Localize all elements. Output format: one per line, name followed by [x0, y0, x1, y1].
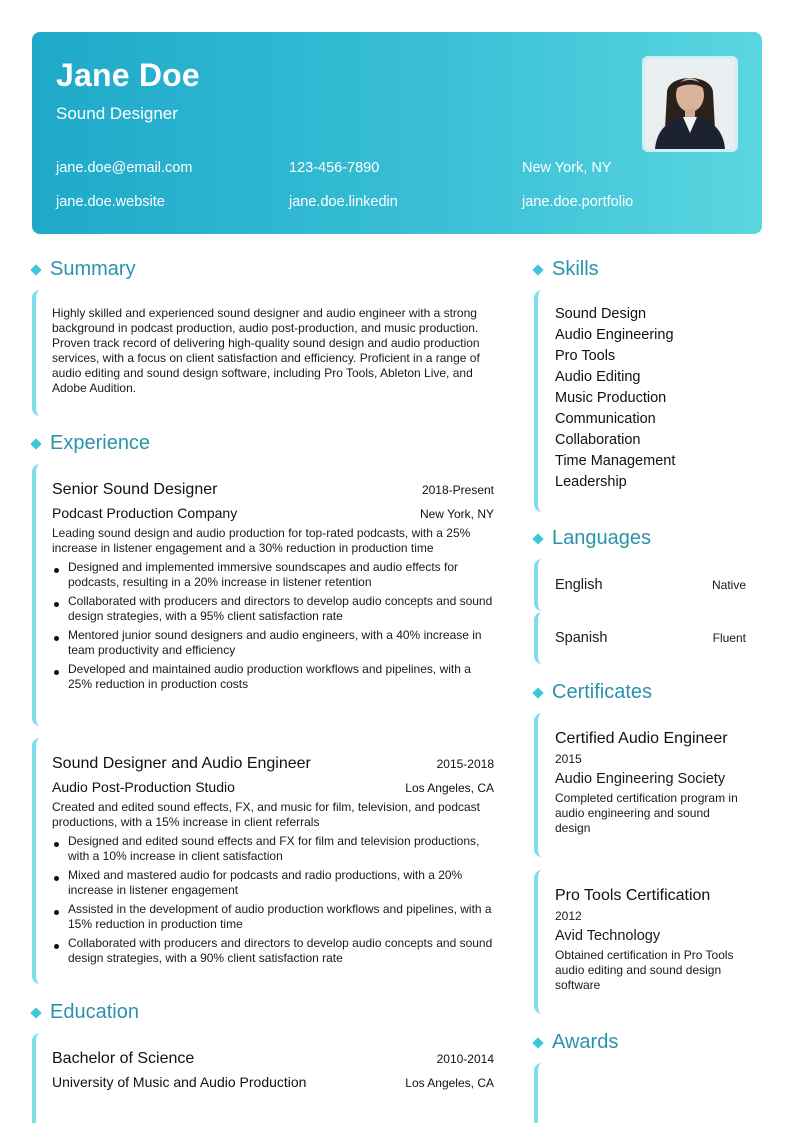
language-name: English — [555, 577, 603, 593]
resume-header — [32, 32, 762, 234]
skill-item: Collaboration — [555, 432, 641, 448]
skill-item: Music Production — [555, 390, 667, 406]
language-level: Fluent — [712, 631, 746, 645]
job-bullets — [52, 560, 494, 692]
list-item: Collaborated with producers and directors to develop audio concepts and sound design strategies, with a 95% client satisfaction rate — [52, 594, 494, 624]
language-level: Native — [711, 578, 746, 592]
language-item — [534, 612, 750, 664]
skill-item: Sound Design — [555, 306, 647, 322]
website-link[interactable]: jane.doe.website — [56, 194, 165, 210]
summary-text: Highly skilled and experienced sound designer and audio engineer with a strong background in podcast production, audio post-production, and music production. Proven track record of delivering high-quality sound design and audio production services, with a focus on client satisfaction and efficiency. Proficient in a range of audio editing and sound design software, including Pro Tools, Ableton Live, and Adobe Audition. — [52, 306, 480, 395]
skill-item: Audio Editing — [555, 369, 641, 385]
skills-block — [534, 290, 762, 512]
skill-item: Time Management — [555, 453, 676, 469]
awards-heading-text: Awards — [552, 1031, 619, 1053]
diamond-icon — [532, 533, 543, 544]
certificate-description: Obtained certification in Pro Tools audio editing and sound design software — [555, 948, 734, 992]
email-link[interactable]: jane.doe@email.com — [56, 160, 193, 176]
education-block — [32, 1033, 498, 1123]
summary-heading-text: Summary — [50, 258, 136, 280]
job-description: Leading sound design and audio production for top-rated podcasts, with a 25% increase in listener engagement and a 30% reduction in production time — [52, 526, 471, 555]
skill-item: Audio Engineering — [555, 327, 674, 343]
awards-block — [534, 1063, 750, 1123]
education-heading-text: Education — [50, 1001, 139, 1023]
list-item: Assisted in the development of audio production workflows and pipelines, with a 15% reduction in production time — [52, 902, 494, 932]
job-location: New York, NY — [419, 507, 494, 521]
list-item: Designed and implemented immersive soundscapes and audio effects for podcasts, resulting in a 20% increase in listener retention — [52, 560, 494, 590]
job-company: Podcast Production Company — [52, 505, 238, 521]
job-title: Senior Sound Designer — [52, 481, 218, 498]
experience-job-2 — [32, 738, 498, 984]
experience-job-1 — [32, 464, 498, 726]
contact-grid — [56, 160, 756, 210]
list-item: Mentored junior sound designers and audio engineers, with a 40% increase in team productivity and efficiency — [52, 628, 494, 658]
skills-heading-text: Skills — [552, 258, 599, 280]
list-item: Developed and maintained audio production workflows and pipelines, with a 25% reduction in production costs — [52, 662, 494, 692]
list-item: Mixed and mastered audio for podcasts and radio productions, with a 20% increase in listener engagement — [52, 868, 494, 898]
certificate-item — [534, 713, 750, 857]
diamond-icon — [30, 1007, 41, 1018]
languages-heading — [532, 527, 651, 550]
certificates-heading — [532, 681, 652, 704]
job-company: Audio Post-Production Studio — [52, 779, 235, 795]
language-name: Spanish — [555, 630, 608, 646]
phone-number: 123-456-7890 — [289, 160, 380, 176]
education-date: 2010-2014 — [436, 1052, 494, 1066]
linkedin-link[interactable]: jane.doe.linkedin — [289, 194, 398, 210]
certificate-year: 2012 — [555, 909, 582, 923]
degree: Bachelor of Science — [52, 1050, 195, 1067]
experience-heading-text: Experience — [50, 432, 151, 454]
certificate-year: 2015 — [555, 752, 582, 766]
certificate-name: Certified Audio Engineer — [555, 730, 728, 747]
skills-heading — [532, 258, 599, 281]
diamond-icon — [532, 1037, 543, 1048]
profile-photo-illustration — [645, 59, 735, 149]
person-name: Jane Doe — [56, 57, 200, 93]
language-item — [534, 559, 750, 611]
list-item: Collaborated with producers and directors to develop audio concepts and sound design strategies, with a 90% client satisfaction rate — [52, 936, 494, 966]
skill-item: Leadership — [555, 474, 627, 490]
certificate-org: Avid Technology — [555, 928, 661, 944]
job-description: Created and edited sound effects, FX, and music for film, television, and podcast productions, with a 15% increase in client referrals — [52, 800, 481, 829]
portfolio-link[interactable]: jane.doe.portfolio — [522, 194, 634, 210]
list-item: Designed and edited sound effects and FX for film and television productions, with a 10% increase in client satisfaction — [52, 834, 494, 864]
diamond-icon — [30, 438, 41, 449]
languages-heading-text: Languages — [552, 527, 651, 549]
job-title: Sound Designer and Audio Engineer — [52, 755, 311, 772]
certificate-item — [534, 870, 750, 1014]
awards-heading — [532, 1031, 618, 1054]
diamond-icon — [30, 264, 41, 275]
certificates-heading-text: Certificates — [552, 681, 653, 703]
job-bullets — [52, 834, 494, 966]
location: New York, NY — [522, 160, 612, 176]
skill-item: Pro Tools — [555, 348, 616, 364]
job-date: 2018-Present — [421, 483, 494, 497]
summary-block — [32, 290, 498, 416]
certificate-description: Completed certification program in audio engineering and sound design — [555, 791, 738, 835]
education-heading — [30, 1001, 139, 1024]
experience-heading — [30, 432, 150, 455]
job-title: Sound Designer — [56, 104, 178, 123]
diamond-icon — [532, 687, 543, 698]
skill-item: Communication — [555, 411, 656, 427]
profile-photo — [642, 56, 738, 152]
school-location: Los Angeles, CA — [405, 1076, 494, 1090]
certificate-org: Audio Engineering Society — [555, 771, 726, 787]
summary-heading — [30, 258, 136, 281]
certificate-name: Pro Tools Certification — [555, 887, 711, 904]
job-date: 2015-2018 — [436, 757, 494, 771]
job-location: Los Angeles, CA — [405, 781, 494, 795]
school: University of Music and Audio Production — [52, 1074, 307, 1090]
diamond-icon — [532, 264, 543, 275]
